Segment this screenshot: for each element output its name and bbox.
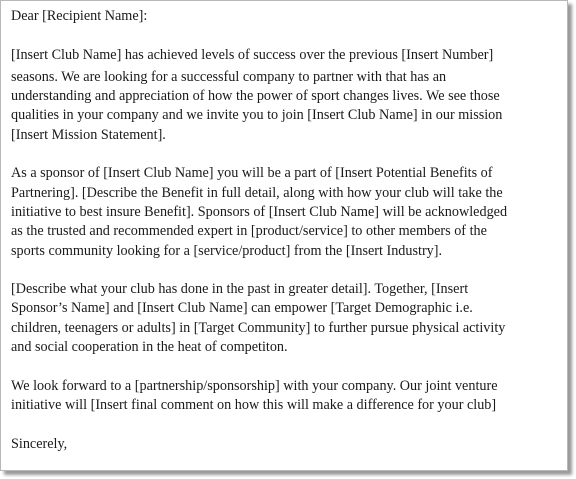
paragraph-sponsor-benefits	[11, 164, 559, 260]
text-line: initiative to best insure Benefit]. Sponsors of [Insert Club Name] will be acknowledged	[11, 203, 508, 220]
text-line: qualities in your company and we invite you to join [Insert Club Name] in our mission	[11, 107, 503, 124]
paragraph-partnership	[11, 377, 559, 416]
paragraph-club-success	[11, 46, 559, 145]
text-line: Partnering]. [Describe the Benefit in full detail, along with how your club will take the	[11, 184, 503, 201]
text-line: as the trusted and recommended expert in [product/service] to other members of the	[11, 223, 487, 240]
letter-body	[11, 7, 559, 454]
salutation: Dear [Recipient Name]:	[11, 8, 148, 24]
text-line: [Insert Club Name] has achieved levels of success over the previous [Insert Number]	[11, 46, 494, 63]
text-line: initiative will [Insert final comment on how this will make a difference for your club]	[11, 396, 497, 413]
text-line: We look forward to a [partnership/sponsorship] with your company. Our joint venture	[11, 377, 498, 394]
text-line: seasons. We are looking for a successful company to partner with that has an	[11, 68, 447, 85]
text-line: Sponsor’s Name] and [Insert Club Name] can empower [Target Demographic i.e.	[11, 300, 473, 317]
text-line: As a sponsor of [Insert Club Name] you will be a part of [Insert Potential Benefits of	[11, 165, 493, 182]
closing: Sincerely,	[11, 435, 68, 452]
text-line: and social cooperation in the heat of competiton.	[11, 339, 288, 356]
paragraph-club-history	[11, 280, 559, 357]
text-line: children, teenagers or adults] in [Target Community] to further pursue physical activity	[11, 319, 506, 336]
text-line: understanding and appreciation of how the power of sport changes lives. We see those	[11, 88, 500, 105]
text-line: sports community looking for a [service/product] from the [Insert Industry].	[11, 242, 443, 259]
text-line: [Describe what your club has done in the past in greater detail]. Together, [Insert	[11, 281, 469, 298]
text-line: [Insert Mission Statement].	[11, 126, 166, 143]
